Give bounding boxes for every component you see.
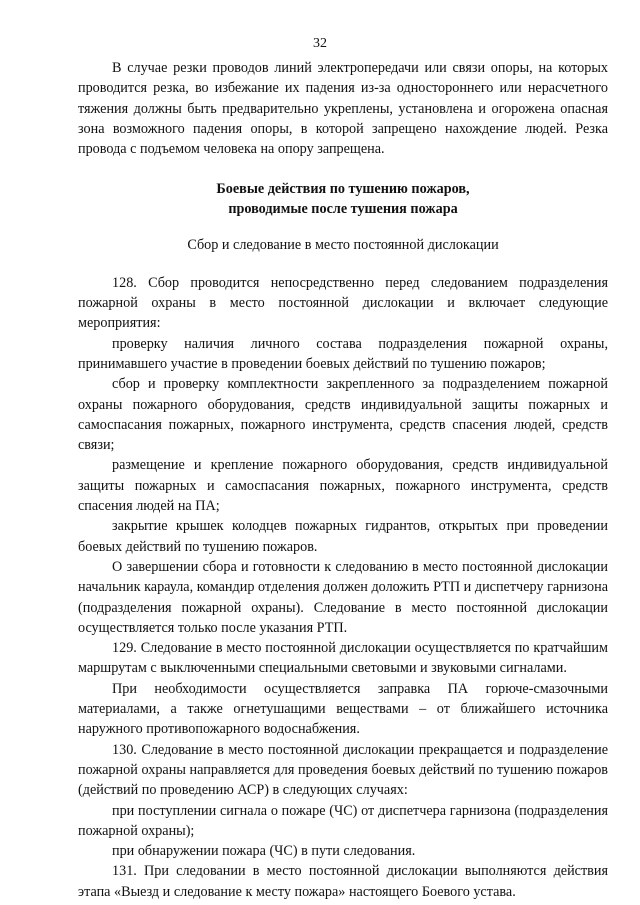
section-title-line2: проводимые после тушения пожара [228,201,458,218]
list-item-equipment-placement: размещение и крепление пожарного оборудования, средств индивидуальной защиты пожарных и самоспасания пожарных, пожарного инструмента, средств спасения людей на ПА; [78,457,608,515]
section-title [78,179,608,219]
list-item-signal: при поступлении сигнала о пожаре (ЧС) от диспетчера гарнизона (подразделения пожарной охраны); [78,802,608,839]
document-body [78,58,608,902]
list-item-personnel-check: проверку наличия личного состава подразделения пожарной охраны, принимавшего участие в проведении боевых действий по тушению пожаров; [78,335,608,372]
paragraph-129: 129. Следование в место постоянной дислокации осуществляется по кратчайшим маршрутам с выключенными специальными световыми и звуковыми сигналами. [78,640,608,677]
paragraph-131: 131. При следовании в место постоянной дислокации выполняются действия этапа «Выезд и следование к месту пожара» настоящего Боевого устава. [78,863,608,900]
paragraph-130: 130. Следование в место постоянной дислокации прекращается и подразделение пожарной охраны направляется для проведения боевых действий по тушению пожаров (действий по проведению АСР) в следующих случаях: [78,741,608,799]
list-item-equipment-check: сбор и проверку комплектности закрепленного за подразделением пожарной охраны пожарного оборудования, средств индивидуальной защиты пожарных и самоспасания пожарных, пожарного инструмента, средств спасения людей, средств связи; [78,376,608,454]
page-number: 32 [313,36,327,51]
paragraph-report: О завершении сбора и готовности к следованию в место постоянной дислокации начальник караула, командир отделения должен доложить РТП и диспетчеру гарнизона (подразделения пожарной охраны). Следование в место постоянной дислокации осуществляется только после указания РТП. [78,558,608,636]
subsection-title: Сбор и следование в место постоянной дислокации [187,237,499,254]
paragraph-refueling: При необходимости осуществляется заправка ПА горюче-смазочными материалами, а также огнетушащими веществами – от ближайшего источника наружного противопожарного водоснабжения. [78,680,608,738]
list-item-detection: при обнаружении пожара (ЧС) в пути следования. [112,843,416,860]
section-title-line1: Боевые действия по тушению пожаров, [216,181,470,198]
paragraph-128: 128. Сбор проводится непосредственно перед следованием подразделения пожарной охраны в место постоянной дислокации и включает следующие мероприятия: [78,274,608,332]
intro-paragraph: В случае резки проводов линий электропередачи или связи опоры, на которых проводится резка, во избежание их падения из-за одностороннего или нерасчетного тяжения должны быть предварительно укреплены, установлена и огорожена опасная зона возможного падения опоры, в которой запрещено нахождение людей. Резка провода с подъемом человека на опору запрещена. [78,60,608,158]
list-item-hydrant-covers: закрытие крышек колодцев пожарных гидрантов, открытых при проведении боевых действий по тушению пожаров. [78,518,608,555]
